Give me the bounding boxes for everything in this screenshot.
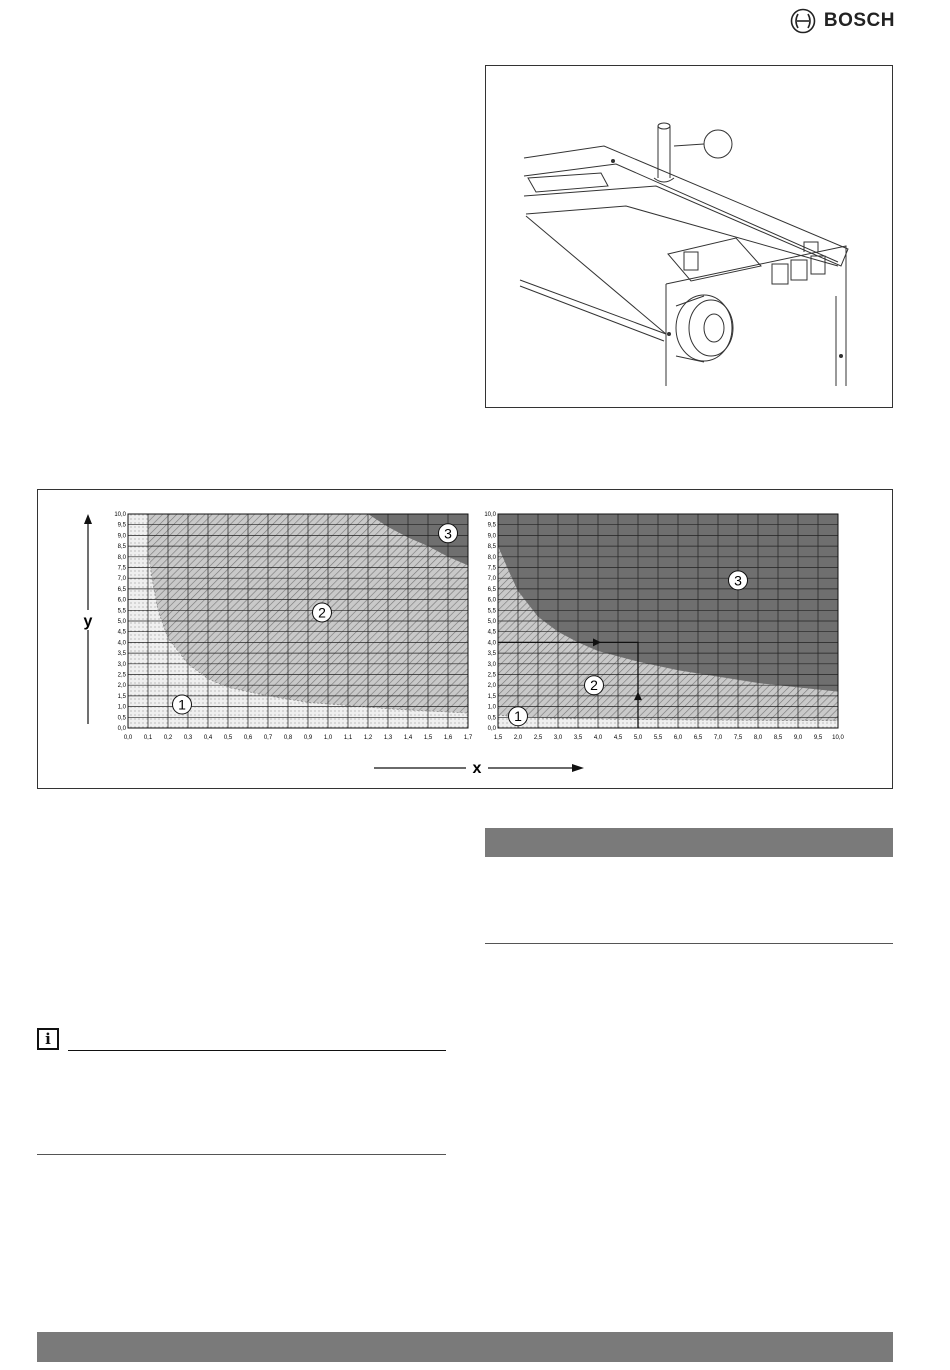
y-tick-label: 4,0: [487, 640, 496, 647]
x-tick-label: 1,3: [383, 735, 393, 741]
info-bottom-rule: [37, 1154, 446, 1155]
y-tick-label: 0,5: [117, 715, 126, 722]
y-tick-label: 0,5: [487, 715, 496, 722]
y-tick-label: 0,0: [487, 726, 496, 732]
y-tick-label: 0,0: [117, 726, 126, 732]
x-tick-label: 1,7: [463, 735, 473, 741]
x-tick-label: 1,0: [323, 735, 333, 741]
y-tick-label: 6,0: [487, 597, 496, 604]
y-tick-label: 5,0: [117, 619, 126, 625]
x-tick-label: 7,0: [713, 735, 723, 741]
y-tick-label: 3,0: [117, 661, 126, 668]
y-tick-label: 1,5: [487, 693, 496, 700]
x-tick-label: 2,5: [533, 735, 543, 741]
y-tick-label: 3,0: [487, 661, 496, 668]
y-tick-label: 8,5: [117, 544, 126, 551]
y-tick-label: 9,0: [117, 533, 126, 540]
bosch-armature-icon: [790, 8, 816, 34]
region-label-1: 1: [178, 696, 186, 713]
x-tick-label: 5,5: [653, 735, 663, 741]
y-tick-label: 9,5: [487, 522, 496, 529]
brand-name: BOSCH: [823, 10, 895, 31]
y-tick-label: 4,5: [487, 629, 496, 636]
x-tick-label: 0,3: [183, 735, 193, 741]
y-tick-label: 7,5: [487, 565, 496, 572]
y-tick-label: 4,0: [117, 640, 126, 647]
x-tick-label: 0,7: [263, 735, 273, 741]
y-tick-label: 8,0: [117, 554, 126, 561]
y-tick-label: 9,0: [487, 533, 496, 540]
x-tick-label: 6,5: [693, 735, 703, 741]
y-tick-label: 7,5: [117, 565, 126, 572]
info-rule: [68, 1050, 446, 1051]
x-tick-label: 0,1: [143, 735, 153, 741]
y-tick-label: 6,5: [117, 586, 126, 593]
left-chart: [114, 512, 473, 741]
y-tick-label: 8,5: [487, 544, 496, 551]
y-axis-label: y: [83, 613, 93, 630]
y-tick-label: 3,5: [487, 651, 496, 658]
x-tick-label: 8,0: [753, 735, 763, 741]
info-icon-glyph: i: [45, 1030, 51, 1048]
x-tick-label: 9,0: [793, 735, 803, 741]
y-tick-label: 5,5: [117, 608, 126, 615]
y-tick-label: 5,5: [487, 608, 496, 615]
y-tick-label: 10,0: [484, 512, 496, 518]
brand-logo: [790, 6, 895, 36]
x-tick-label: 1,5: [423, 735, 433, 741]
x-tick-label: 4,0: [593, 735, 603, 741]
y-tick-label: 6,5: [487, 586, 496, 593]
y-tick-label: 8,0: [487, 554, 496, 561]
boiler-illustration: [485, 65, 893, 408]
y-tick-label: 4,5: [117, 629, 126, 636]
region-label-1: 1: [514, 708, 522, 725]
y-tick-label: 7,0: [117, 576, 126, 583]
boiler-drawing: [486, 66, 892, 407]
x-tick-label: 6,0: [673, 735, 683, 741]
x-tick-label: 10,0: [832, 735, 844, 741]
y-axis-arrowhead: [84, 514, 92, 524]
x-tick-label: 2,0: [513, 735, 523, 741]
y-tick-label: 2,5: [487, 672, 496, 679]
x-tick-label: 3,0: [553, 735, 563, 741]
x-tick-label: 0,9: [303, 735, 313, 741]
charts-svg: [38, 490, 892, 788]
x-tick-label: 5,0: [633, 735, 643, 741]
x-axis-arrowhead: [572, 764, 584, 772]
x-tick-label: 1,5: [493, 735, 503, 741]
y-tick-label: 1,0: [117, 704, 126, 711]
x-tick-label: 4,5: [613, 735, 623, 741]
x-tick-label: 1,1: [343, 735, 353, 741]
x-axis-label: x: [472, 760, 482, 777]
x-tick-label: 0,2: [163, 735, 173, 741]
section-divider-right: [485, 943, 893, 944]
x-tick-label: 0,0: [123, 735, 133, 741]
x-tick-label: 0,8: [283, 735, 293, 741]
y-tick-label: 5,0: [487, 619, 496, 625]
region-label-3: 3: [734, 572, 742, 589]
y-tick-label: 7,0: [487, 576, 496, 583]
x-tick-label: 3,5: [573, 735, 583, 741]
info-icon: [37, 1028, 59, 1050]
region-label-2: 2: [318, 604, 326, 621]
section-header-band: [485, 828, 893, 857]
x-tick-label: 1,2: [363, 735, 373, 741]
y-tick-label: 2,0: [487, 683, 496, 690]
y-tick-label: 2,0: [117, 683, 126, 690]
y-tick-label: 2,5: [117, 672, 126, 679]
x-tick-label: 7,5: [733, 735, 743, 741]
x-tick-label: 1,4: [403, 735, 413, 741]
y-tick-label: 6,0: [117, 597, 126, 604]
region-label-2: 2: [590, 677, 598, 694]
x-tick-label: 9,5: [813, 735, 823, 741]
footer-band: [37, 1332, 893, 1362]
region-label-3: 3: [444, 525, 452, 542]
y-tick-label: 9,5: [117, 522, 126, 529]
right-chart: [484, 512, 844, 741]
x-tick-label: 0,4: [203, 735, 213, 741]
y-tick-label: 1,5: [117, 693, 126, 700]
y-tick-label: 1,0: [487, 704, 496, 711]
x-tick-label: 8,5: [773, 735, 783, 741]
x-tick-label: 0,6: [243, 735, 253, 741]
x-tick-label: 1,6: [443, 735, 453, 741]
chart-frame: [37, 489, 893, 789]
y-tick-label: 10,0: [114, 512, 126, 518]
x-tick-label: 0,5: [223, 735, 233, 741]
y-tick-label: 3,5: [117, 651, 126, 658]
